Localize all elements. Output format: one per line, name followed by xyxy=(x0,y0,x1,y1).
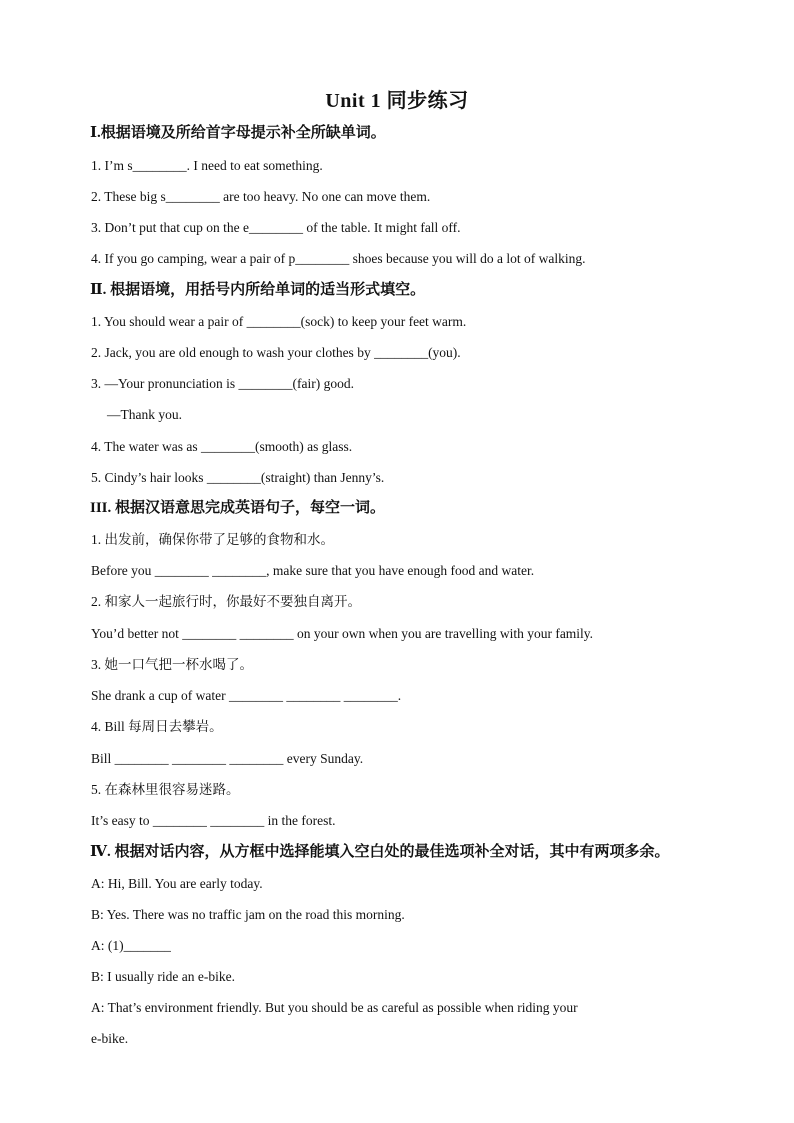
section-1-item-4: 4. If you go camping, wear a pair of p________ shoes because you will do a lot of walking. xyxy=(91,251,586,266)
section-3-item-3-answer: She drank a cup of water ________ ________ ________. xyxy=(91,688,402,703)
dialogue-line-3: A: (1)_______ xyxy=(91,938,171,953)
section-3-item-5-prompt: 5. 在森林里很容易迷路。 xyxy=(91,782,240,797)
section-1-heading: Ⅰ.根据语境及所给首字母提示补全所缺单词。 xyxy=(90,125,386,141)
section-3-item-1-prompt: 1. 出发前，确保你带了足够的食物和水。 xyxy=(91,532,334,547)
section-2-item-1: 1. You should wear a pair of ________(sock) to keep your feet warm. xyxy=(91,314,467,329)
section-3-item-4-answer: Bill ________ ________ ________ every Sunday. xyxy=(91,751,364,766)
dialogue-line-5-cont: e-bike. xyxy=(91,1031,129,1046)
section-3-item-5-answer: It’s easy to ________ ________ in the forest. xyxy=(91,813,336,828)
dialogue-line-5: A: That’s environment friendly. But you should be as careful as possible when riding your xyxy=(91,1000,578,1015)
section-3-item-2-answer: You’d better not ________ ________ on your own when you are travelling with your family. xyxy=(91,626,594,641)
section-3-heading: III. 根据汉语意思完成英语句子，每空一词。 xyxy=(90,500,386,516)
dialogue-line-1: A: Hi, Bill. You are early today. xyxy=(91,876,263,891)
dialogue-line-2: B: Yes. There was no traffic jam on the road this morning. xyxy=(91,907,405,922)
section-3-item-4-prompt: 4. Bill 每周日去攀岩。 xyxy=(91,719,223,734)
dialogue-line-4: B: I usually ride an e-bike. xyxy=(91,969,235,984)
section-3-item-1-answer: Before you ________ ________, make sure that you have enough food and water. xyxy=(91,563,535,578)
section-1-item-3: 3. Don’t put that cup on the e________ of the table. It might fall off. xyxy=(91,220,461,235)
section-2-heading: Ⅱ. 根据语境，用括号内所给单词的适当形式填空。 xyxy=(90,282,426,298)
section-1-item-1: 1. I’m s________. I need to eat something. xyxy=(91,158,323,173)
section-2-item-4: 4. The water was as ________(smooth) as glass. xyxy=(91,439,353,454)
section-2-item-3-reply: —Thank you. xyxy=(107,407,182,422)
section-3-item-3-prompt: 3. 她一口气把一杯水喝了。 xyxy=(91,657,253,672)
page-title: Unit 1 同步练习 xyxy=(325,90,469,112)
section-2-item-3: 3. —Your pronunciation is ________(fair) good. xyxy=(91,376,354,391)
section-4-heading: Ⅳ. 根据对话内容，从方框中选择能填入空白处的最佳选项补全对话，其中有两项多余。 xyxy=(90,844,670,860)
section-2-item-2: 2. Jack, you are old enough to wash your clothes by ________(you). xyxy=(91,345,461,360)
section-1-item-2: 2. These big s________ are too heavy. No one can move them. xyxy=(91,189,431,204)
section-3-item-2-prompt: 2. 和家人一起旅行时，你最好不要独自离开。 xyxy=(91,594,361,609)
section-2-item-5: 5. Cindy’s hair looks ________(straight) than Jenny’s. xyxy=(91,470,385,485)
